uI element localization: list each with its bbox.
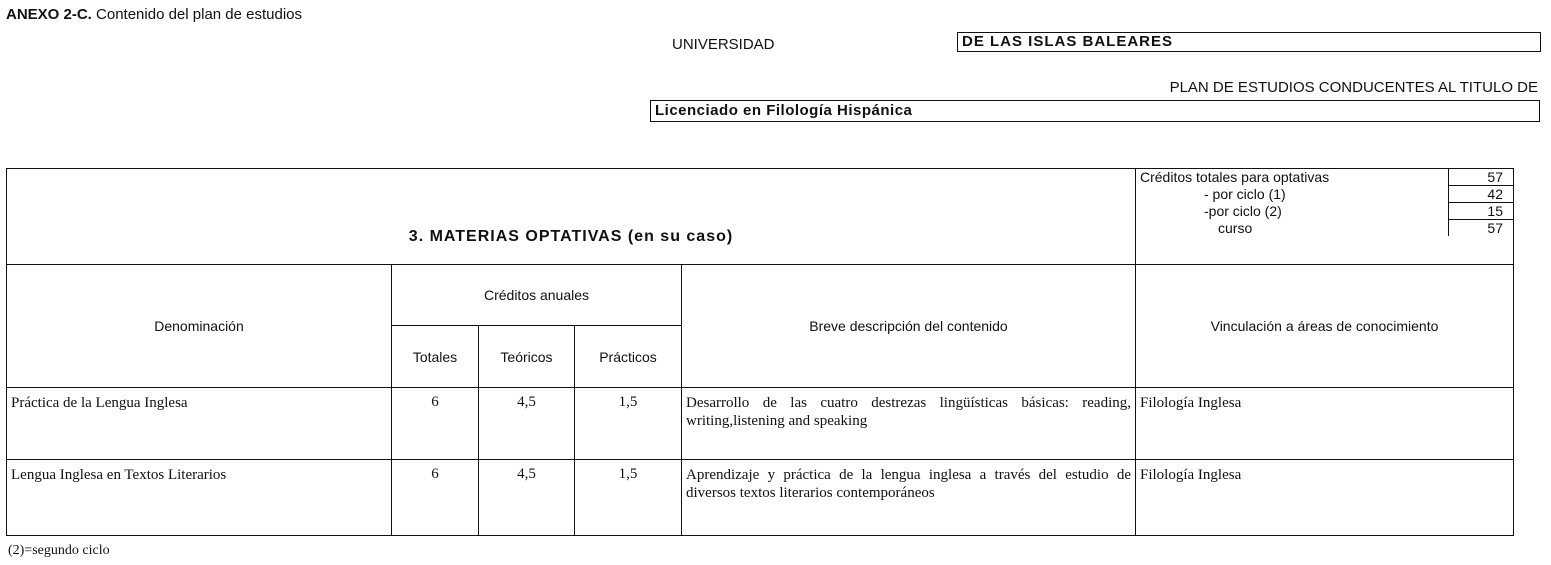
annex-title: Contenido del plan de estudios <box>91 6 303 23</box>
col-teoricos: Teóricos <box>479 326 575 388</box>
cell-vinculacion: Filología Inglesa <box>1136 388 1514 460</box>
credits-summary-row <box>1136 186 1513 203</box>
col-denominacion: Denominación <box>7 265 392 388</box>
table-row <box>7 460 1514 536</box>
section-title: 3. MATERIAS OPTATIVAS (en su caso) <box>7 169 1136 265</box>
table-row <box>7 388 1514 460</box>
credits-summary-row <box>1136 220 1513 237</box>
credits-summary-value: 57 <box>1449 220 1514 237</box>
credits-summary-label: Créditos totales para optativas <box>1140 169 1330 185</box>
cell-practicos: 1,5 <box>575 388 682 460</box>
credits-summary-label: - por ciclo (1) <box>1204 185 1286 202</box>
university-name: DE LAS ISLAS BALEARES <box>957 32 1541 52</box>
university-label: UNIVERSIDAD <box>672 36 775 53</box>
col-practicos: Prácticos <box>575 326 682 388</box>
cell-totales: 6 <box>392 388 479 460</box>
cell-denominacion: Lengua Inglesa en Textos Literarios <box>7 460 392 536</box>
plan-label: PLAN DE ESTUDIOS CONDUCENTES AL TITULO DE <box>1169 79 1538 96</box>
cell-descripcion: Aprendizaje y práctica de la lengua inglesa a través del estudio de diversos textos literarios contemporáneos <box>682 460 1136 536</box>
credits-summary-value: 42 <box>1449 186 1514 203</box>
cell-descripcion: Desarrollo de las cuatro destrezas lingüísticas básicas: reading, writing,listening and speaking <box>682 388 1136 460</box>
cell-teoricos: 4,5 <box>479 460 575 536</box>
col-creditos-anuales: Créditos anuales <box>392 265 682 326</box>
credits-summary-row <box>1136 169 1513 186</box>
optional-subjects-table <box>6 168 1514 536</box>
col-vinculacion: Vinculación a áreas de conocimiento <box>1136 265 1514 388</box>
cell-denominacion: Práctica de la Lengua Inglesa <box>7 388 392 460</box>
credits-summary-value: 57 <box>1449 169 1514 186</box>
col-totales: Totales <box>392 326 479 388</box>
annex-label: ANEXO 2-C. <box>6 6 92 23</box>
credits-summary-row <box>1136 203 1513 220</box>
credits-summary-value: 15 <box>1449 203 1514 220</box>
credits-summary <box>1136 169 1514 265</box>
credits-summary-label: -por ciclo (2) <box>1204 202 1282 219</box>
footnote: (2)=segundo ciclo <box>8 543 110 558</box>
annex-heading <box>6 6 302 23</box>
cell-vinculacion: Filología Inglesa <box>1136 460 1514 536</box>
cell-teoricos: 4,5 <box>479 388 575 460</box>
col-descripcion: Breve descripción del contenido <box>682 265 1136 388</box>
degree-title: Licenciado en Filología Hispánica <box>650 100 1540 122</box>
credits-summary-label: curso <box>1218 219 1253 236</box>
cell-totales: 6 <box>392 460 479 536</box>
cell-practicos: 1,5 <box>575 460 682 536</box>
